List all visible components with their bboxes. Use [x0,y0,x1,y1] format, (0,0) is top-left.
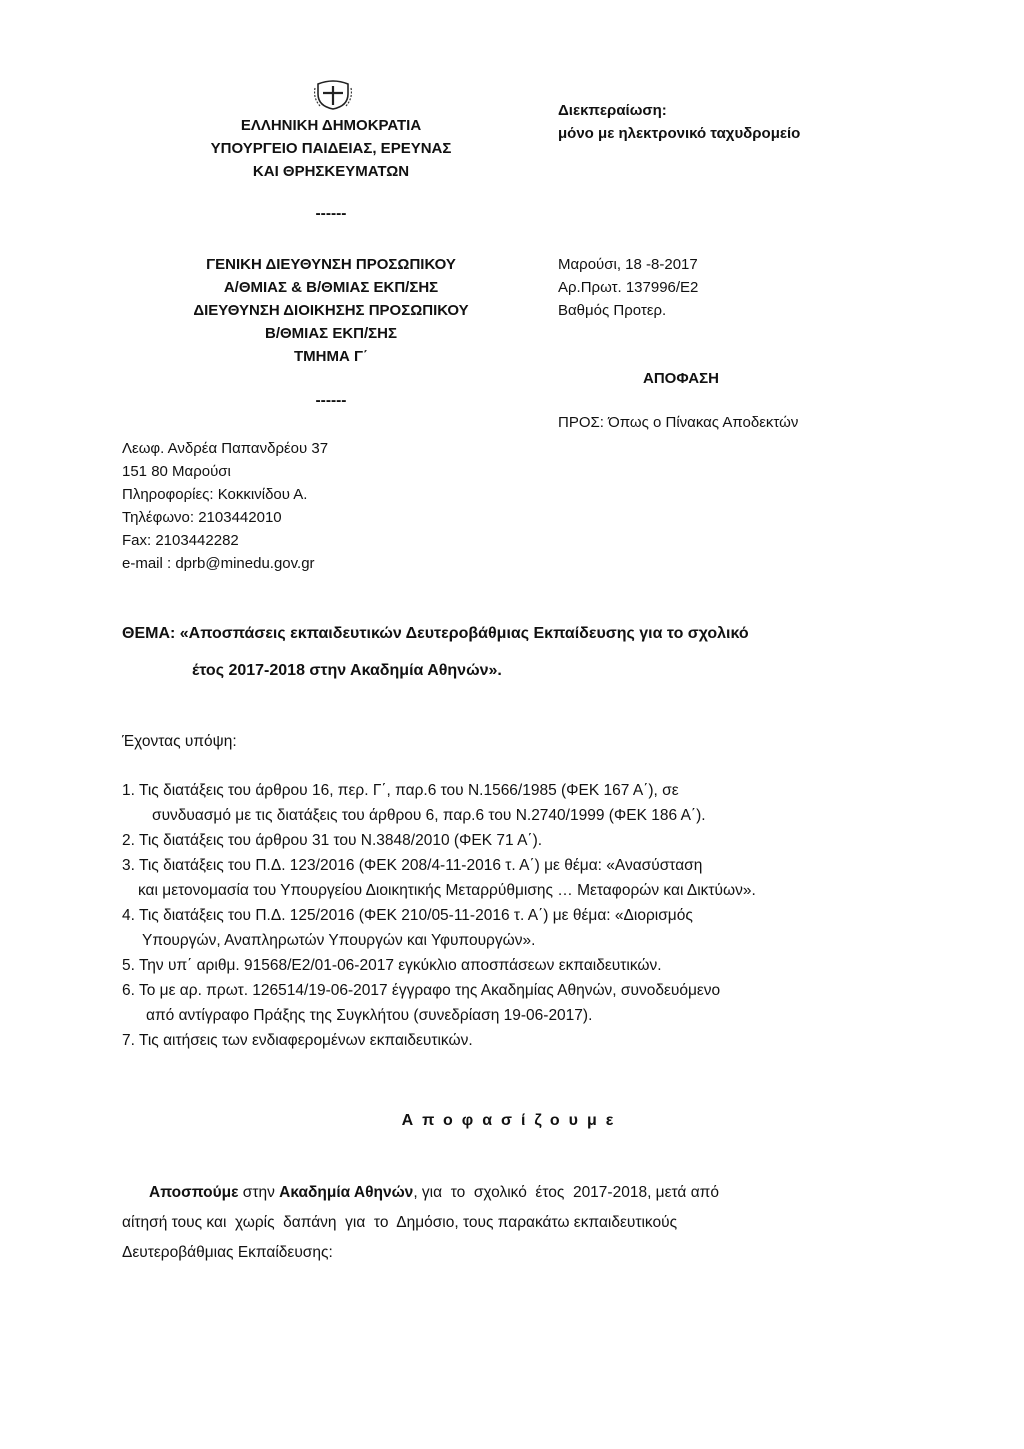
decision-body [122,1178,897,1268]
body-line-1 [122,1178,897,1208]
street: Λεωφ. Ανδρέα Παπανδρέου 37 [122,440,329,457]
list-item: 1. Τις διατάξεις του άρθρου 16, περ. Γ΄, παρ.6 του Ν.1566/1985 (ΦΕΚ 167 Α΄), σε [122,782,679,799]
header-department-block [150,253,512,368]
department-line-3: ΔΙΕΥΘΥΝΣΗ ΔΙΟΙΚΗΣΗΣ ΠΡΟΣΩΠΙΚΟΥ [193,302,469,319]
header-ministry-block [150,114,512,183]
greek-coat-of-arms-emblem [314,80,352,110]
handling-label: Διεκπεραίωση: [558,102,667,119]
list-item: και μετονομασία του Υπουργείου Διοικητικής Μεταρρύθμισης … Μεταφορών και Δικτύων». [138,882,756,899]
list-item: Υπουργών, Αναπληρωτών Υπουργών και Υφυπουργών». [142,932,536,949]
contact-person: Πληροφορίες: Κοκκινίδου Α. [122,486,308,503]
protocol-number: Αρ.Πρωτ. 137996/Ε2 [558,279,699,296]
recipients: ΠΡΟΣ: Όπως ο Πίνακας Αποδεκτών [558,414,799,431]
decision-title: ΑΠΟΦΑΣΗ [643,370,719,387]
list-item: 4. Τις διατάξεις του Π.Δ. 125/2016 (ΦΕΚ 210/05-11-2016 τ. Α΄) με θέμα: «Διορισμός [122,907,693,924]
subject-line-2: έτος 2017-2018 στην Ακαδημία Αθηνών». [192,662,502,679]
organization: Ακαδημία Αθηνών [279,1184,414,1201]
list-item: 5. Την υπ΄ αριθμ. 91568/Ε2/01-06-2017 εγκύκλιο αποσπάσεων εκπαιδευτικών. [122,957,662,974]
header-ministry-cont: ΚΑΙ ΘΡΗΣΚΕΥΜΑΤΩΝ [252,163,410,180]
department-line-1: ΓΕΝΙΚΗ ΔΙΕΥΘΥΝΣΗ ΠΡΟΣΩΠΙΚΟΥ [206,256,456,273]
decision-heading: Αποφασίζουμε [401,1112,623,1129]
considering-label: Έχοντας υπόψη: [122,733,237,750]
phone: Τηλέφωνο: 2103442010 [122,509,282,526]
separator-2: ------ [315,392,347,409]
fax: Fax: 2103442282 [122,532,239,549]
priority: Βαθμός Προτερ. [558,302,667,319]
list-item: 2. Τις διατάξεις του άρθρου 31 του Ν.3848/2010 (ΦΕΚ 71 Α΄). [122,832,543,849]
email: e-mail : dprb@minedu.gov.gr [122,555,315,572]
list-item: 6. Το με αρ. πρωτ. 126514/19-06-2017 έγγραφο της Ακαδημίας Αθηνών, συνοδευόμενο [122,982,721,999]
separator: ------ [315,205,347,222]
header-republic: ΕΛΛΗΝΙΚΗ ΔΗΜΟΚΡΑΤΙΑ [240,117,422,134]
city: 151 80 Μαρούσι [122,463,231,480]
department-line-5: ΤΜΗΜΑ Γ΄ [294,348,368,365]
verb: Αποσπούμε [149,1184,239,1201]
body-text: στην [238,1184,280,1201]
body-text: , για το σχολικό έτος 2017-2018, μετά από [413,1184,719,1201]
list-item: συνδυασμό με τις διατάξεις του άρθρου 6, παρ.6 του Ν.2740/1999 (ΦΕΚ 186 Α΄). [152,807,706,824]
body-line-3: Δευτεροβάθμιας Εκπαίδευσης: [122,1244,333,1261]
list-item: 3. Τις διατάξεις του Π.Δ. 123/2016 (ΦΕΚ 208/4-11-2016 τ. Α΄) με θέμα: «Ανασύσταση [122,857,703,874]
subject-line-1: ΘΕΜΑ: «Αποσπάσεις εκπαιδευτικών Δευτεροβάθμιας Εκπαίδευσης για το σχολικό [122,625,749,642]
department-line-4: Β/ΘΜΙΑΣ ΕΚΠ/ΣΗΣ [264,325,397,342]
reference-block [558,253,698,322]
body-line-2: αίτησή τους και χωρίς δαπάνη για το Δημόσιο, τους παρακάτω εκπαιδευτικούς [122,1214,678,1231]
list-item: 7. Τις αιτήσεις των ενδιαφερομένων εκπαιδευτικών. [122,1032,473,1049]
handling-block [558,99,800,145]
list-item: από αντίγραφο Πράξης της Συγκλήτου (συνεδρίαση 19-06-2017). [146,1007,593,1024]
department-line-2: Α/ΘΜΙΑΣ & Β/ΘΜΙΑΣ ΕΚΠ/ΣΗΣ [223,279,439,296]
place-date: Μαρούσι, 18 -8-2017 [558,256,698,273]
considerations-list [122,778,756,1053]
handling-value: μόνο με ηλεκτρονικό ταχυδρομείο [558,125,801,142]
address-block [122,437,328,575]
header-ministry: ΥΠΟΥΡΓΕΙΟ ΠΑΙΔΕΙΑΣ, ΕΡΕΥΝΑΣ [210,140,452,157]
